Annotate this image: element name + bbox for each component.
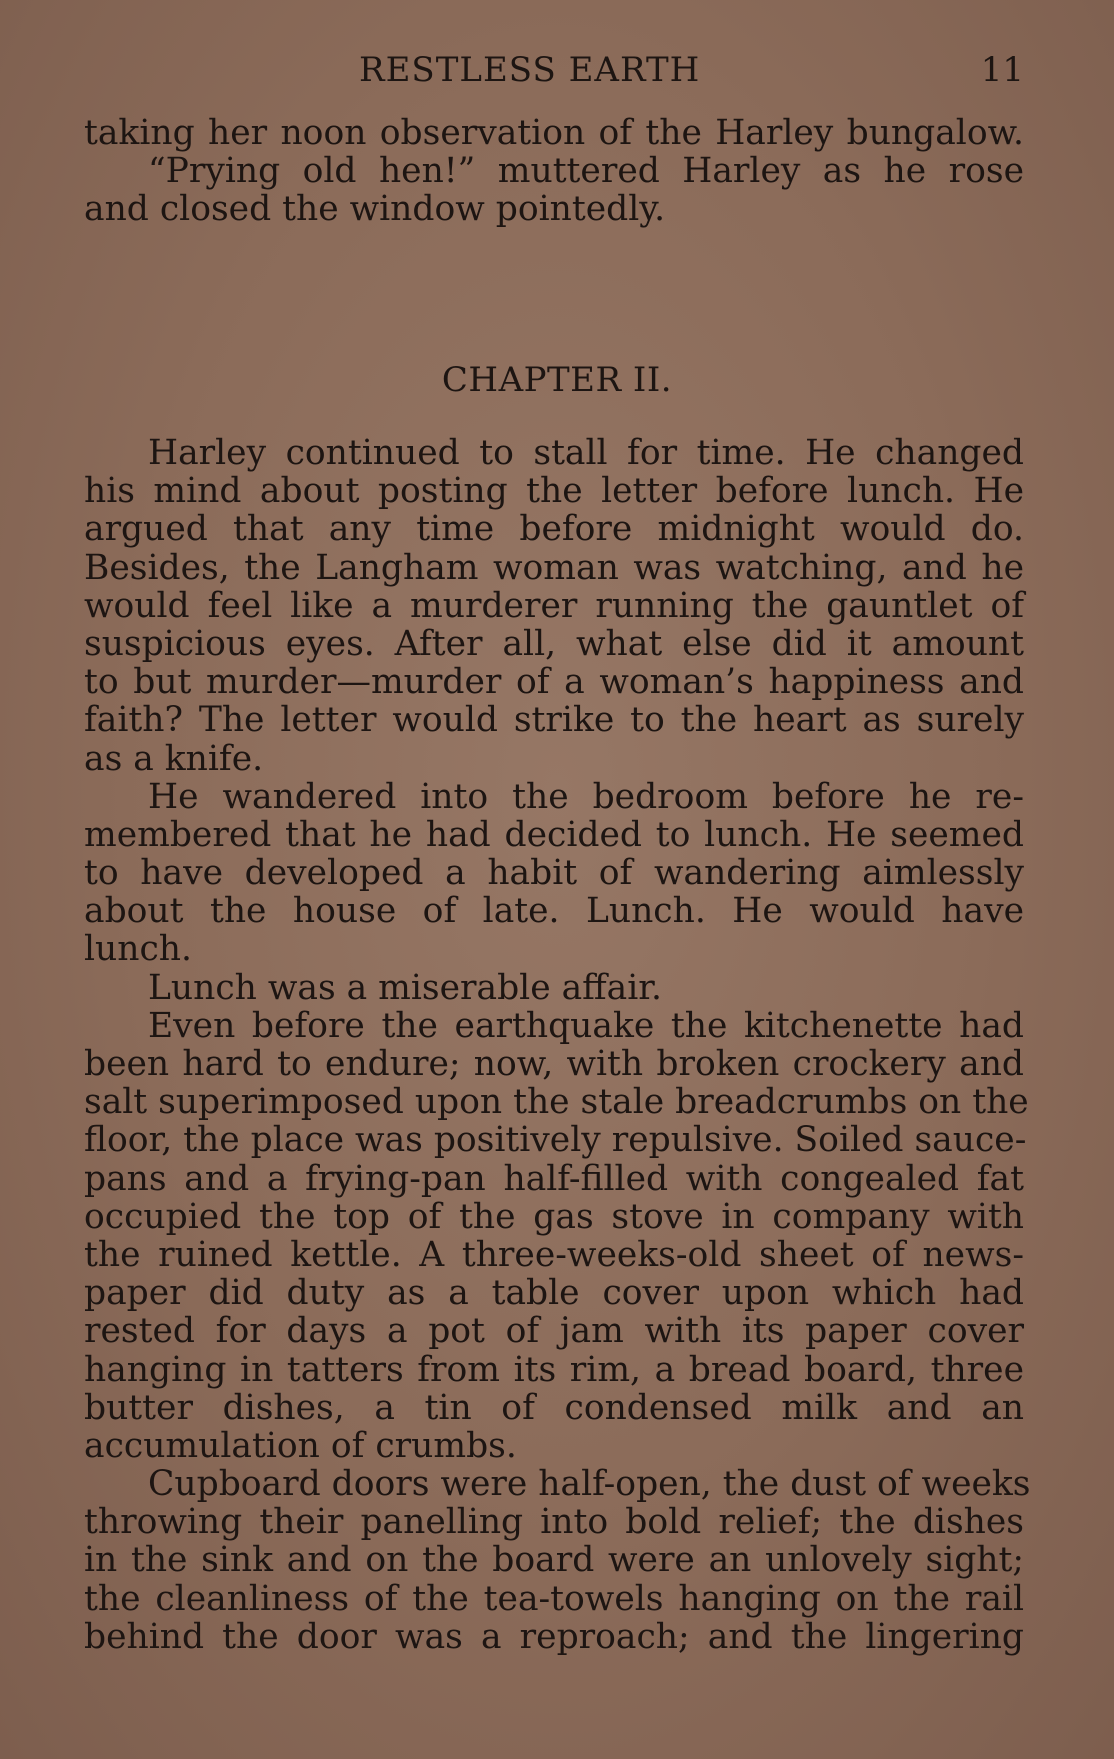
chapter-heading: CHAPTER II.	[441, 360, 673, 400]
text-line: Cupboard doors were half-open, the dust of weeks	[148, 1464, 1031, 1505]
text-line: accumulation of crumbs.	[84, 1425, 517, 1466]
text-line: paper did duty as a table cover upon which had	[84, 1273, 1024, 1314]
text-line: rested for days a pot of jam with its paper cover	[84, 1311, 1024, 1352]
text-line: Lunch was a miserable affair.	[148, 967, 662, 1008]
text-line: lunch.	[84, 929, 192, 970]
text-line: Besides, the Langham woman was watching, and he	[84, 547, 1024, 588]
chapter-body	[84, 433, 1031, 1657]
text-line: behind the door was a reproach; and the lingering	[84, 1616, 1024, 1657]
running-header	[84, 50, 1024, 94]
text-line: salt superimposed upon the stale breadcrumbs on the	[84, 1082, 1029, 1123]
paragraph-continuation	[84, 114, 1024, 229]
text-line: about the house of late. Lunch. He would have	[84, 891, 1024, 932]
page-number: 11	[980, 50, 1024, 90]
text-line: been hard to endure; now, with broken crockery and	[84, 1044, 1024, 1084]
text-line: taking her noon observation of the Harley bungalow.	[84, 113, 1024, 153]
text-line: as a knife.	[84, 738, 264, 779]
text-line: argued that any time before midnight would do.	[84, 509, 1024, 550]
text-line: faith? The letter would strike to the heart as surely	[84, 700, 1024, 741]
text-line: throwing their panelling into bold relief; the dishes	[84, 1502, 1024, 1543]
text-line: in the sink and on the board were an unlovely sight;	[84, 1540, 1024, 1581]
text-line: to have developed a habit of wandering aimlessly	[84, 853, 1024, 894]
text-line: to but murder—murder of a woman’s happiness and	[84, 662, 1024, 703]
text-line: Even before the earthquake the kitchenette had	[148, 1005, 1024, 1046]
text-line: hanging in tatters from its rim, a bread board, three	[84, 1349, 1024, 1390]
text-line: butter dishes, a tin of condensed milk and an	[84, 1387, 1024, 1428]
text-line: pans and a frying-pan half-filled with congealed fat	[84, 1158, 1024, 1199]
text-line: floor, the place was positively repulsive. Soiled sauce-	[84, 1120, 1027, 1161]
text-line: the ruined kettle. A three-weeks-old sheet of news-	[84, 1234, 1024, 1275]
text-line: Harley continued to stall for time. He changed	[148, 433, 1024, 473]
text-line: his mind about posting the letter before lunch. He	[84, 471, 1024, 512]
text-line: and closed the window pointedly.	[84, 189, 666, 230]
text-line: suspicious eyes. After all, what else did it amount	[84, 623, 1024, 664]
text-line: He wandered into the bedroom before he re-	[148, 776, 1024, 817]
running-title: RESTLESS EARTH	[359, 50, 701, 90]
text-line: occupied the top of the gas stove in company with	[84, 1196, 1024, 1237]
text-line: membered that he had decided to lunch. He seemed	[84, 814, 1024, 855]
text-line: “Prying old hen!” muttered Harley as he rose	[148, 151, 1024, 192]
text-line: the cleanliness of the tea-towels hanging on the rail	[84, 1578, 1024, 1619]
text-line: would feel like a murderer running the gauntlet of	[84, 585, 1024, 626]
